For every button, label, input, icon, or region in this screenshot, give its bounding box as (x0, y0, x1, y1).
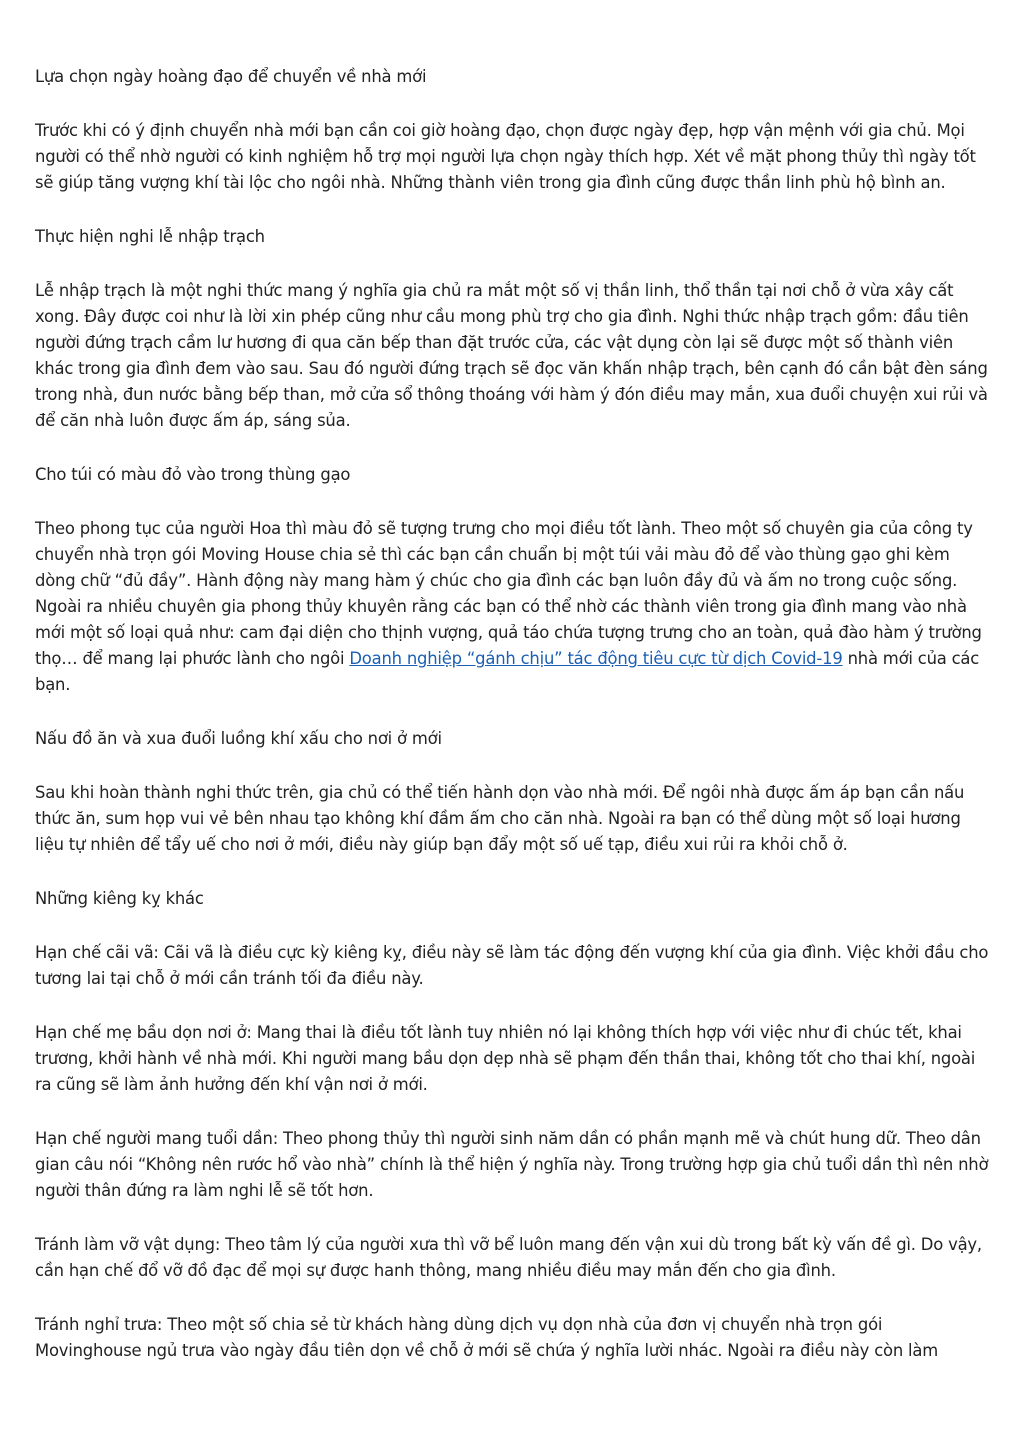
body-paragraph: Tránh nghỉ trưa: Theo một số chia sẻ từ khách hàng dùng dịch vụ dọn nhà của đơn vị chuyển nhà trọn gói Movinghouse ngủ trưa vào ngày đầu tiên dọn về chỗ ở mới sẽ chứa ý nghĩa lười nhác. Ngoài ra điều này còn làm (35, 1315, 938, 1360)
article-link[interactable]: Doanh nghiệp “gánh chịu” tác động tiêu cực từ dịch Covid-19 (349, 649, 843, 668)
paragraph-text: Theo phong tục của người Hoa thì màu đỏ sẽ tượng trưng cho mọi điều tốt lành. Theo một số chuyên gia của công ty chuyển nhà trọn gói Moving House chia sẻ thì các bạn cần chuẩn bị một túi vải màu đỏ để vào thùng gạo ghi kèm dòng chữ “đủ đầy”. Hành động này mang hàm ý chúc cho gia đình các bạn luôn đầy đủ và ấm no trong cuộc sống. Ngoài ra nhiều chuyên gia phong thủy khuyên rằng các bạn có thể nhờ các thành viên trong gia đình mang vào nhà mới một số loại quả như: cam đại diện cho thịnh vượng, quả táo chứa tượng trưng cho an toàn, quả đào hàm ý trường thọ… để mang lại phước lành cho ngôi (35, 519, 982, 668)
section-heading: Thực hiện nghi lễ nhập trạch (35, 227, 265, 246)
body-paragraph: Hạn chế cãi vã: Cãi vã là điều cực kỳ kiêng kỵ, điều này sẽ làm tác động đến vượng khí của gia đình. Việc khởi đầu cho tương lai tại chỗ ở mới cần tránh tối đa điều này. (35, 943, 989, 988)
body-paragraph-with-link (35, 516, 993, 698)
paragraph-text: nhà mới của các bạn. (35, 649, 980, 694)
document-body (35, 64, 993, 1392)
body-paragraph: Tránh làm vỡ vật dụng: Theo tâm lý của người xưa thì vỡ bể luôn mang đến vận xui dù trong bất kỳ vấn đề gì. Do vậy, cần hạn chế đổ vỡ đồ đạc để mọi sự được hanh thông, mang nhiều điều may mắn đến cho gia đình. (35, 1235, 982, 1280)
section-heading: Lựa chọn ngày hoàng đạo để chuyển về nhà mới (35, 67, 427, 86)
body-paragraph: Trước khi có ý định chuyển nhà mới bạn cần coi giờ hoàng đạo, chọn được ngày đẹp, hợp vận mệnh với gia chủ. Mọi người có thể nhờ người có kinh nghiệm hỗ trợ mọi người lựa chọn ngày thích hợp. Xét về mặt phong thủy thì ngày tốt sẽ giúp tăng vượng khí tài lộc cho ngôi nhà. Những thành viên trong gia đình cũng được thần linh phù hộ bình an. (35, 121, 976, 192)
body-paragraph: Lễ nhập trạch là một nghi thức mang ý nghĩa gia chủ ra mắt một số vị thần linh, thổ thần tại nơi chỗ ở vừa xây cất xong. Đây được coi như là lời xin phép cũng như cầu mong phù trợ cho gia đình. Nghi thức nhập trạch gồm: đầu tiên người đứng trạch cầm lư hương đi qua căn bếp than đặt trước cửa, các vật dụng còn lại sẽ được một số thành viên khác trong gia đình đem vào sau. Sau đó người đứng trạch sẽ đọc văn khấn nhập trạch, bên cạnh đó cần bật đèn sáng trong nhà, đun nước bằng bếp than, mở cửa sổ thông thoáng với hàm ý đón điều may mắn, xua đuổi chuyện xui rủi và để căn nhà luôn được ấm áp, sáng sủa. (35, 281, 988, 430)
body-paragraph: Sau khi hoàn thành nghi thức trên, gia chủ có thể tiến hành dọn vào nhà mới. Để ngôi nhà được ấm áp bạn cần nấu thức ăn, sum họp vui vẻ bên nhau tạo không khí đầm ấm cho căn nhà. Ngoài ra bạn có thể dùng một số loại hương liệu tự nhiên để tẩy uế cho nơi ở mới, điều này giúp bạn đẩy một số uế tạp, điều xui rủi ra khỏi chỗ ở. (35, 783, 965, 854)
body-paragraph: Hạn chế mẹ bầu dọn nơi ở: Mang thai là điều tốt lành tuy nhiên nó lại không thích hợp với việc như đi chúc tết, khai trương, khởi hành về nhà mới. Khi người mang bầu dọn dẹp nhà sẽ phạm đến thần thai, không tốt cho thai khí, ngoài ra cũng sẽ làm ảnh hưởng đến khí vận nơi ở mới. (35, 1023, 976, 1094)
section-heading: Cho túi có màu đỏ vào trong thùng gạo (35, 465, 351, 484)
section-heading: Những kiêng kỵ khác (35, 889, 204, 908)
section-heading: Nấu đồ ăn và xua đuổi luồng khí xấu cho nơi ở mới (35, 729, 442, 748)
body-paragraph: Hạn chế người mang tuổi dần: Theo phong thủy thì người sinh năm dần có phần mạnh mẽ và chút hung dữ. Theo dân gian câu nói “Không nên rước hổ vào nhà” chính là thể hiện ý nghĩa này. Trong trường hợp gia chủ tuổi dần thì nên nhờ người thân đứng ra làm nghi lễ sẽ tốt hơn. (35, 1129, 989, 1200)
